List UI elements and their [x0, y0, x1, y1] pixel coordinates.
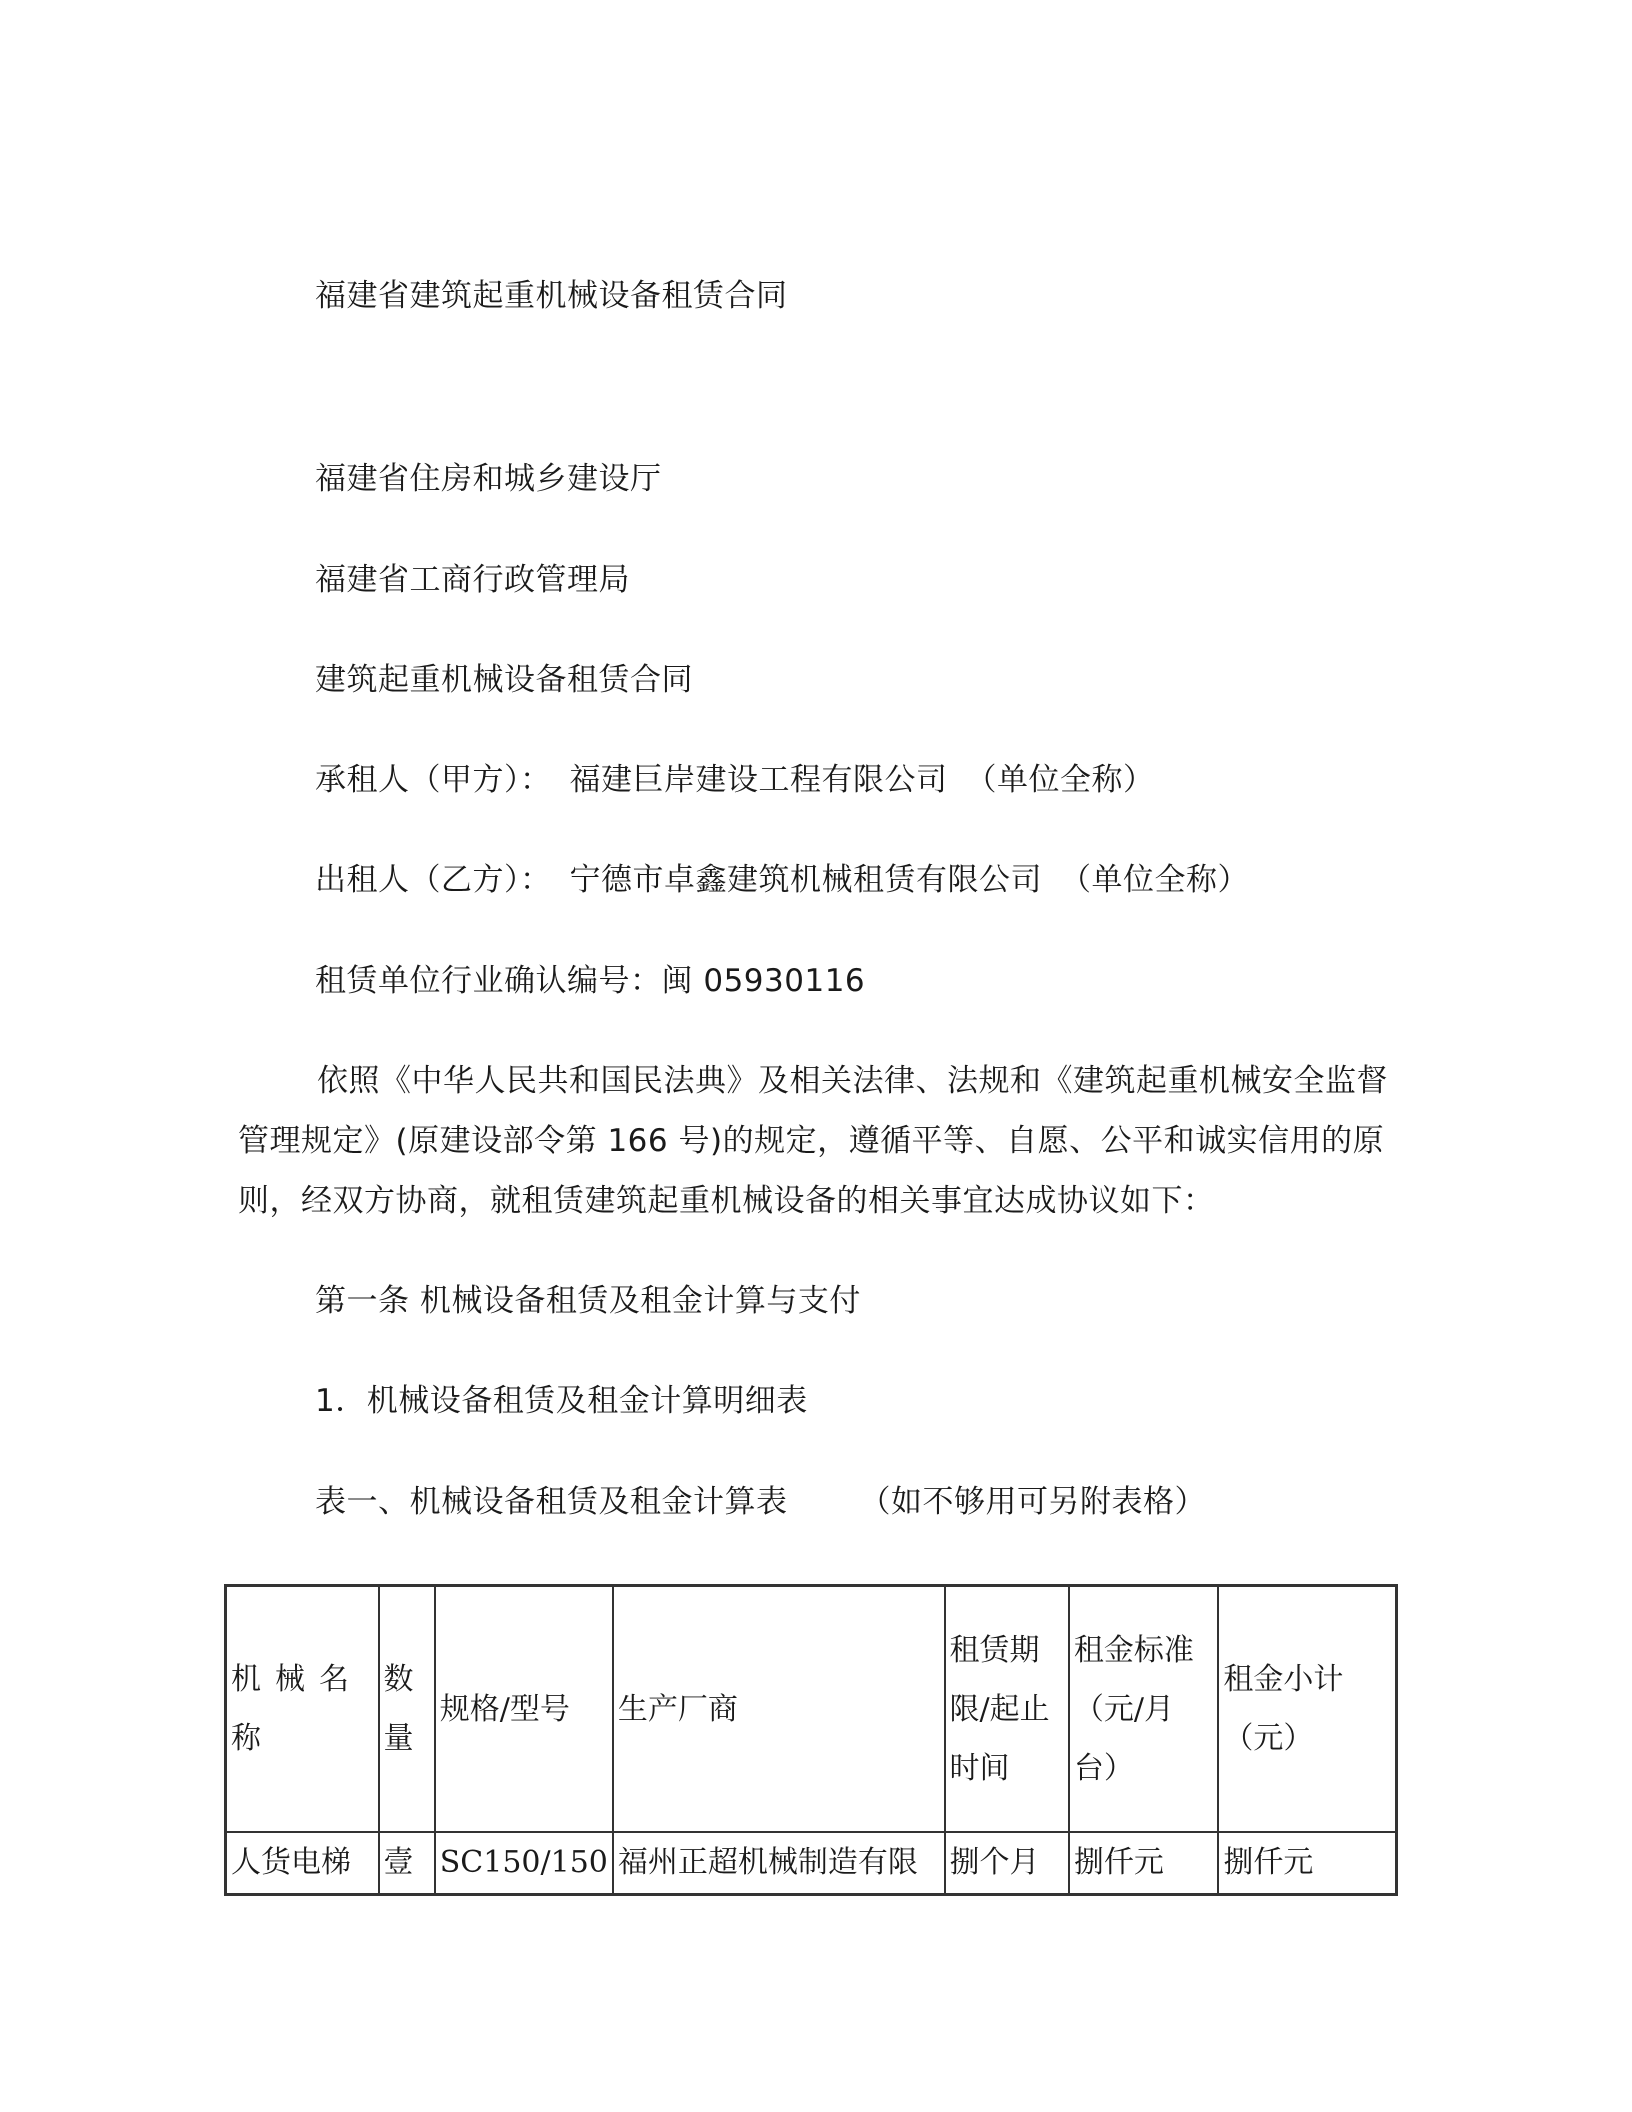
- lessor-note: （单位全称）: [1060, 862, 1249, 898]
- table-caption: 表一、机械设备租赁及租金计算表: [315, 1484, 788, 1520]
- lessor-name: 宁德市卓鑫建筑机械租赁有限公司: [569, 862, 1042, 898]
- contract-title: 建筑起重机械设备租赁合同: [315, 662, 693, 698]
- preamble-paragraph: [238, 1051, 1398, 1231]
- document-heading: 福建省建筑起重机械设备租赁合同: [315, 278, 788, 314]
- header-rent-subtotal: 租金小计（元）: [1218, 1586, 1396, 1833]
- cell-quantity: 壹: [379, 1832, 435, 1895]
- preamble-text: 依照《中华人民共和国民法典》及相关法律、法规和《建筑起重机械安全监督管理规定》(原建设部令第 166 号)的规定，遵循平等、自愿、公平和诚实信用的原则，经双方协商，就租赁建筑起重机械设备的相关事宜达成协议如下：: [238, 1063, 1388, 1219]
- header-manufacturer: 生产厂商: [613, 1586, 945, 1833]
- lessee-name: 福建巨岸建设工程有限公司: [569, 762, 948, 798]
- lessor-line: [315, 860, 1249, 900]
- table-caption-line: [315, 1482, 1206, 1522]
- lessee-label: 承租人（甲方）：: [315, 762, 552, 798]
- issuer-housing-department: 福建省住房和城乡建设厅: [315, 461, 662, 497]
- industry-id-line: [315, 961, 865, 1001]
- lessor-label: 出租人（乙方）：: [315, 862, 552, 898]
- header-rent-standard: 租金标准（元/月台）: [1069, 1586, 1219, 1833]
- lessee-note: （单位全称）: [965, 762, 1155, 798]
- header-lease-period: 租赁期限/起止时间: [945, 1586, 1069, 1833]
- issuer-industry-commerce-bureau: 福建省工商行政管理局: [315, 562, 630, 598]
- table-caption-note: （如不够用可另附表格）: [859, 1484, 1206, 1520]
- header-quantity: 数量: [379, 1586, 435, 1833]
- industry-id-value: 闽 05930116: [661, 963, 866, 999]
- article-1-heading: 第一条 机械设备租赁及租金计算与支付: [315, 1283, 861, 1319]
- cell-spec-model: SC150/150: [435, 1832, 613, 1895]
- cell-rent-standard: 捌仟元: [1069, 1832, 1219, 1895]
- cell-manufacturer: 福州正超机械制造有限: [613, 1832, 945, 1895]
- cell-lease-period: 捌个月: [945, 1832, 1069, 1895]
- cell-rent-subtotal: 捌仟元: [1218, 1832, 1396, 1895]
- header-machine-name: 机械名称: [226, 1586, 379, 1833]
- header-spec-model: 规格/型号: [435, 1586, 613, 1833]
- table-header-row: [226, 1586, 1397, 1833]
- rental-calculation-table: [224, 1584, 1398, 1896]
- industry-id-label: 租赁单位行业确认编号：: [315, 963, 662, 999]
- table-row: [226, 1832, 1397, 1895]
- cell-machine-name: 人货电梯: [226, 1832, 379, 1895]
- lessee-line: [315, 760, 1155, 800]
- section-1-1-heading: 1．机械设备租赁及租金计算明细表: [315, 1383, 808, 1419]
